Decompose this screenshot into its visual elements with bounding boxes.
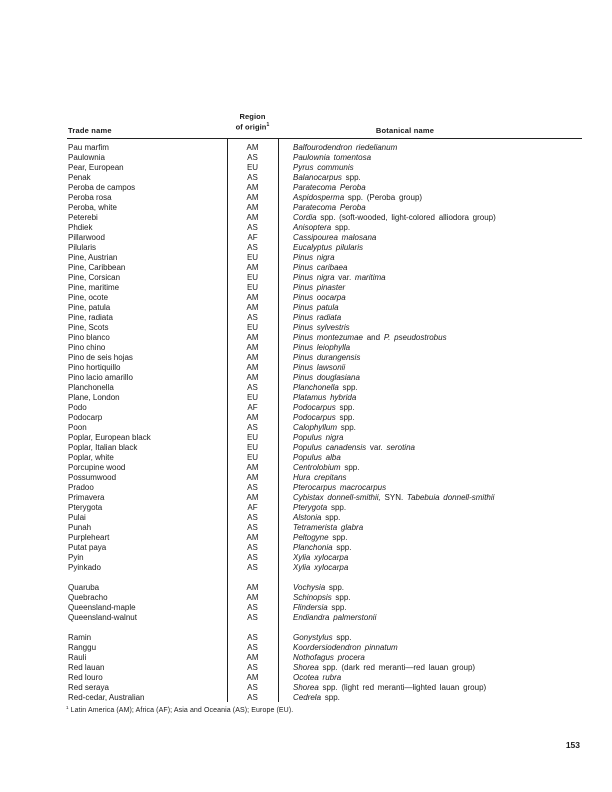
table-row: [68, 593, 582, 603]
region-cell: AS: [247, 633, 258, 642]
botanical-cell: Pinus oocarpa: [293, 293, 346, 302]
table-section: [68, 143, 582, 573]
table-row: [68, 393, 582, 403]
region-cell: AS: [247, 513, 258, 522]
botanical-cell: Flindersia spp.: [293, 603, 347, 612]
botanical-cell: Xylia xylocarpa: [293, 553, 349, 562]
region-cell: AS: [247, 223, 258, 232]
table-row: [68, 383, 582, 393]
botanical-cell: Schinopsis spp.: [293, 593, 351, 602]
table-section: [68, 583, 582, 623]
botanical-cell: Pyrus communis: [293, 163, 354, 172]
table-row: [68, 213, 582, 223]
botanical-cell: Planchonia spp.: [293, 543, 352, 552]
botanical-cell: Pinus patula: [293, 303, 339, 312]
table-row: [68, 403, 582, 413]
region-cell: AS: [247, 383, 258, 392]
table-row: [68, 343, 582, 353]
botanical-cell: Cybistax donnell-smithii, SYN. Tabebuia donnell-smithii: [293, 493, 495, 502]
region-cell: AS: [247, 663, 258, 672]
region-cell: AS: [247, 643, 258, 652]
botanical-cell: Peltogyne spp.: [293, 533, 348, 542]
region-cell: EU: [246, 273, 259, 282]
table-row: [68, 243, 582, 253]
region-cell: AM: [246, 473, 259, 482]
table-row: [68, 493, 582, 503]
region-cell: AM: [246, 493, 259, 502]
region-cell: AS: [247, 483, 258, 492]
table-body: [68, 143, 582, 713]
footnote: [66, 705, 293, 714]
region-footnote-marker: 1: [266, 122, 270, 128]
region-cell: AM: [246, 533, 259, 542]
table-row: [68, 513, 582, 523]
region-cell: AM: [246, 183, 259, 192]
region-cell: EU: [246, 433, 259, 442]
table-row: [68, 443, 582, 453]
trade-name-cell: Peroba rosa: [68, 193, 112, 202]
botanical-cell: Xylia xylocarpa: [293, 563, 349, 572]
table-row: [68, 263, 582, 273]
region-cell: AS: [247, 313, 258, 322]
trade-name-cell: Red-cedar, Australian: [68, 693, 145, 702]
trade-name-cell: Podocarp: [68, 413, 103, 422]
footnote-marker: 1: [66, 705, 69, 710]
trade-name-cell: Pau marfim: [68, 143, 109, 152]
botanical-cell: Pinus douglasiana: [293, 373, 360, 382]
region-cell: AM: [246, 213, 259, 222]
botanical-cell: Paratecoma Peroba: [293, 203, 366, 212]
botanical-cell: Pinus lawsonii: [293, 363, 346, 372]
botanical-cell: Ocotea rubra: [293, 673, 342, 682]
trade-name-cell: Paulownia: [68, 153, 105, 162]
trade-name-cell: Pulai: [68, 513, 86, 522]
region-cell: AS: [247, 423, 258, 432]
table-row: [68, 413, 582, 423]
table-row: [68, 463, 582, 473]
region-cell: AM: [246, 303, 259, 312]
table-row: [68, 663, 582, 673]
region-cell: AM: [246, 293, 259, 302]
table-row: [68, 533, 582, 543]
region-cell: AS: [247, 613, 258, 622]
table-row: [68, 303, 582, 313]
region-cell: AS: [247, 683, 258, 692]
table-row: [68, 553, 582, 563]
table-row: [68, 203, 582, 213]
region-header-line2-text: of origin: [235, 122, 267, 132]
table-row: [68, 363, 582, 373]
table-row: [68, 283, 582, 293]
table-row: [68, 173, 582, 183]
trade-name-cell: Pino hortiquillo: [68, 363, 121, 372]
region-cell: AS: [247, 563, 258, 572]
table-row: [68, 153, 582, 163]
trade-name-cell: Pilularis: [68, 243, 97, 252]
table-row: [68, 503, 582, 513]
trade-name-cell: Purpleheart: [68, 533, 110, 542]
table-row: [68, 323, 582, 333]
footnote-text: Latin America (AM); Africa (AF); Asia and Oceania (AS); Europe (EU).: [70, 707, 294, 715]
trade-name-cell: Pino chino: [68, 343, 106, 352]
trade-name-cell: Pine, Caribbean: [68, 263, 126, 272]
column-header-region-of-origin: [227, 112, 278, 132]
botanical-cell: Alstonia spp.: [293, 513, 341, 522]
table-row: [68, 313, 582, 323]
trade-name-cell: Pine, Scots: [68, 323, 109, 332]
region-cell: AS: [247, 243, 258, 252]
trade-name-cell: Pino lacio amarillo: [68, 373, 133, 382]
trade-name-cell: Putat paya: [68, 543, 107, 552]
botanical-cell: Koordersiodendron pinnatum: [293, 643, 398, 652]
botanical-cell: Vochysia spp.: [293, 583, 345, 592]
region-cell: AM: [246, 143, 259, 152]
table-row: [68, 273, 582, 283]
botanical-cell: Podocarpus spp.: [293, 413, 355, 422]
table-section: [68, 633, 582, 703]
region-cell: AM: [246, 653, 259, 662]
botanical-cell: Pterocarpus macrocarpus: [293, 483, 387, 492]
botanical-cell: Pinus sylvestris: [293, 323, 350, 332]
table-row: [68, 643, 582, 653]
botanical-cell: Shorea spp. (light red meranti—lighted lauan group): [293, 683, 487, 692]
region-cell: AM: [246, 343, 259, 352]
table-row: [68, 473, 582, 483]
trade-name-cell: Pyinkado: [68, 563, 101, 572]
botanical-cell: Pinus nigra: [293, 253, 335, 262]
table-row: [68, 693, 582, 703]
botanical-cell: Centrolobium spp.: [293, 463, 360, 472]
region-header-line1: Region: [239, 112, 266, 121]
table-row: [68, 583, 582, 593]
region-cell: AF: [247, 503, 258, 512]
botanical-cell: Anisoptera spp.: [293, 223, 351, 232]
region-cell: AS: [247, 693, 258, 702]
table-row: [68, 163, 582, 173]
table-row: [68, 183, 582, 193]
trade-name-cell: Rauli: [68, 653, 87, 662]
botanical-cell: Pinus caribaea: [293, 263, 348, 272]
region-cell: AF: [247, 233, 258, 242]
table-row: [68, 523, 582, 533]
botanical-cell: Populus alba: [293, 453, 341, 462]
trade-name-cell: Poplar, white: [68, 453, 114, 462]
botanical-cell: Populus canadensis var. serotina: [293, 443, 415, 452]
region-cell: AM: [246, 263, 259, 272]
table-row: [68, 333, 582, 343]
trade-name-cell: Pterygota: [68, 503, 103, 512]
trade-name-cell: Quebracho: [68, 593, 108, 602]
table-row: [68, 433, 582, 443]
region-cell: AM: [246, 353, 259, 362]
table-row: [68, 613, 582, 623]
table-row: [68, 143, 582, 153]
region-cell: AS: [247, 173, 258, 182]
region-cell: AM: [246, 673, 259, 682]
table-row: [68, 543, 582, 553]
trade-name-cell: Possumwood: [68, 473, 117, 482]
region-cell: AM: [246, 413, 259, 422]
botanical-cell: Nothofagus procera: [293, 653, 365, 662]
trade-name-cell: Podo: [68, 403, 87, 412]
trade-name-cell: Red lauan: [68, 663, 105, 672]
region-header-line2: [227, 121, 278, 132]
table-row: [68, 563, 582, 573]
trade-name-cell: Porcupine wood: [68, 463, 126, 472]
table-row: [68, 483, 582, 493]
botanical-cell: Shorea spp. (dark red meranti—red lauan group): [293, 663, 476, 672]
trade-name-cell: Poon: [68, 423, 87, 432]
table-row: [68, 353, 582, 363]
region-cell: AS: [247, 603, 258, 612]
botanical-cell: Populus nigra: [293, 433, 344, 442]
botanical-cell: Platamus hybrida: [293, 393, 357, 402]
table-row: [68, 673, 582, 683]
region-cell: AM: [246, 373, 259, 382]
botanical-cell: Paratecoma Peroba: [293, 183, 366, 192]
botanical-cell: Aspidosperma spp. (Peroba group): [293, 193, 423, 202]
botanical-cell: Paulownia tomentosa: [293, 153, 372, 162]
trade-name-cell: Pine, maritime: [68, 283, 120, 292]
region-cell: EU: [246, 283, 259, 292]
table-row: [68, 253, 582, 263]
table-row: [68, 373, 582, 383]
botanical-cell: Podocarpus spp.: [293, 403, 355, 412]
trade-name-cell: Peterebi: [68, 213, 98, 222]
botanical-cell: Endiandra palmerstonii: [293, 613, 377, 622]
region-cell: EU: [246, 453, 259, 462]
region-cell: AS: [247, 543, 258, 552]
header-rule: [67, 138, 582, 140]
table-row: [68, 683, 582, 693]
trade-name-cell: Queensland-maple: [68, 603, 136, 612]
botanical-cell: Pinus radiata: [293, 313, 342, 322]
region-cell: EU: [246, 253, 259, 262]
trade-name-cell: Pillarwood: [68, 233, 105, 242]
region-cell: EU: [246, 393, 259, 402]
trade-name-cell: Ramin: [68, 633, 92, 642]
botanical-cell: Pinus nigra var. maritima: [293, 273, 386, 282]
table-row: [68, 653, 582, 663]
page-number: 153: [565, 740, 580, 750]
trade-name-cell: Pine, patula: [68, 303, 111, 312]
trade-name-cell: Poplar, European black: [68, 433, 151, 442]
trade-name-cell: Peroba, white: [68, 203, 117, 212]
trade-name-cell: Queensland-walnut: [68, 613, 137, 622]
region-cell: EU: [246, 443, 259, 452]
region-cell: AF: [247, 403, 258, 412]
botanical-cell: Pinus montezumae and P. pseudostrobus: [293, 333, 447, 342]
botanical-cell: Balanocarpus spp.: [293, 173, 361, 182]
table-row: [68, 423, 582, 433]
trade-name-cell: Pine, ocote: [68, 293, 109, 302]
botanical-cell: Pinus pinaster: [293, 283, 346, 292]
botanical-cell: Cedrela spp.: [293, 693, 340, 702]
botanical-cell: Tetramerista glabra: [293, 523, 364, 532]
table-row: [68, 293, 582, 303]
region-cell: AM: [246, 363, 259, 372]
region-cell: AS: [247, 523, 258, 532]
region-cell: AM: [246, 583, 259, 592]
botanical-cell: Pinus leiophylla: [293, 343, 351, 352]
botanical-cell: Cordia spp. (soft-wooded, light-colored alliodora group): [293, 213, 496, 222]
trade-name-cell: Quaruba: [68, 583, 100, 592]
table-row: [68, 453, 582, 463]
botanical-cell: Pinus durangensis: [293, 353, 361, 362]
trade-name-cell: Pine, radiata: [68, 313, 113, 322]
column-header-trade-name: Trade name: [68, 126, 112, 135]
table-row: [68, 193, 582, 203]
trade-name-cell: Plane, London: [68, 393, 120, 402]
region-cell: AS: [247, 553, 258, 562]
region-cell: AS: [247, 153, 258, 162]
region-cell: AM: [246, 203, 259, 212]
botanical-cell: Planchonella spp.: [293, 383, 358, 392]
botanical-cell: Hura crepitans: [293, 473, 347, 482]
botanical-cell: Gonystylus spp.: [293, 633, 352, 642]
trade-name-cell: Primavera: [68, 493, 105, 502]
trade-name-cell: Planchonella: [68, 383, 114, 392]
table-row: [68, 603, 582, 613]
trade-name-cell: Pino de seis hojas: [68, 353, 133, 362]
trade-name-cell: Pradoo: [68, 483, 94, 492]
table-row: [68, 633, 582, 643]
region-cell: AM: [246, 463, 259, 472]
trade-name-cell: Peroba de campos: [68, 183, 136, 192]
region-cell: EU: [246, 323, 259, 332]
table-row: [68, 223, 582, 233]
trade-name-cell: Red seraya: [68, 683, 109, 692]
table-row: [68, 233, 582, 243]
trade-name-cell: Pine, Corsican: [68, 273, 121, 282]
botanical-cell: Eucalyptus pilularis: [293, 243, 363, 252]
trade-name-cell: Phdiek: [68, 223, 93, 232]
botanical-cell: Balfourodendron riedelianum: [293, 143, 398, 152]
trade-name-cell: Poplar, Italian black: [68, 443, 138, 452]
region-cell: AM: [246, 333, 259, 342]
trade-name-cell: Red louro: [68, 673, 103, 682]
region-cell: AM: [246, 193, 259, 202]
botanical-cell: Calophyllum spp.: [293, 423, 356, 432]
botanical-cell: Pterygota spp.: [293, 503, 347, 512]
trade-name-cell: Penak: [68, 173, 91, 182]
trade-name-cell: Pine, Austrian: [68, 253, 118, 262]
trade-name-cell: Ranggu: [68, 643, 97, 652]
trade-name-cell: Pino blanco: [68, 333, 110, 342]
column-header-botanical-name: Botanical name: [375, 126, 435, 135]
trade-name-cell: Punah: [68, 523, 92, 532]
region-cell: EU: [246, 163, 259, 172]
trade-name-cell: Pear, European: [68, 163, 124, 172]
region-cell: AM: [246, 593, 259, 602]
trade-name-cell: Pyin: [68, 553, 84, 562]
botanical-cell: Cassipourea malosana: [293, 233, 377, 242]
